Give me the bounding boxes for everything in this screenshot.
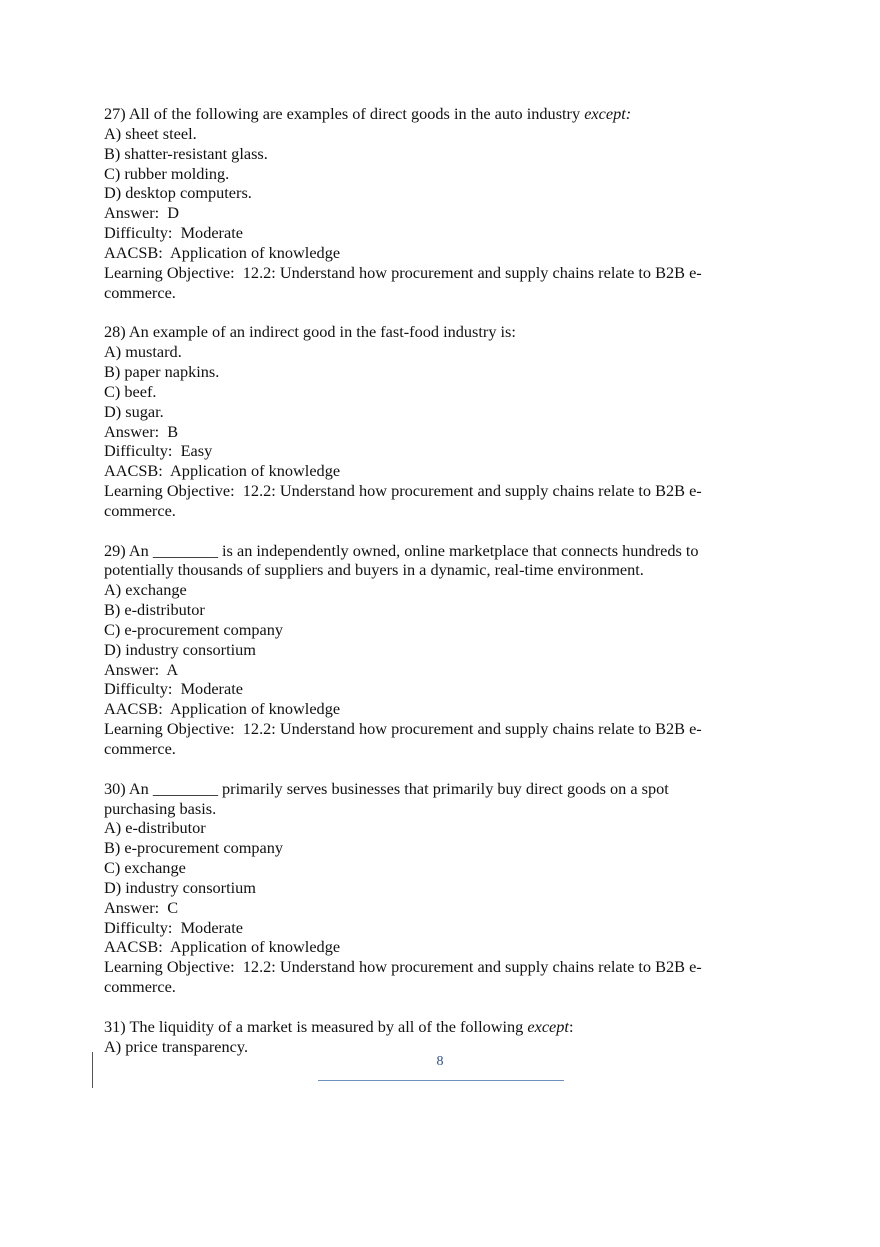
- footer-divider: [318, 1080, 564, 1081]
- question-stem: [104, 541, 744, 581]
- question-stem: [104, 322, 744, 342]
- difficulty: Difficulty: Moderate: [104, 223, 243, 243]
- option-d: D) industry consortium: [104, 877, 256, 897]
- option-b: B) shatter-resistant glass.: [104, 143, 268, 163]
- page-number: 8: [436, 1054, 444, 1069]
- option-d: D) sugar.: [104, 401, 164, 421]
- difficulty: Difficulty: Moderate: [104, 679, 243, 699]
- stem-text: 30) An ________ primarily serves businesses that primarily buy direct goods on a spot purchasing basis.: [104, 778, 673, 818]
- stem-suffix: :: [568, 1016, 574, 1036]
- option-a: A) exchange: [104, 580, 187, 600]
- learning-objective: Learning Objective: 12.2: Understand how procurement and supply chains relate to B2B e-commerce.: [104, 719, 702, 758]
- option-d: D) industry consortium: [104, 639, 256, 659]
- option-a: A) mustard.: [104, 342, 182, 362]
- option-d: D) desktop computers.: [104, 183, 252, 203]
- option-b: B) e-distributor: [104, 600, 205, 620]
- answer: Answer: C: [104, 897, 179, 917]
- aacsb: AACSB: Application of knowledge: [104, 242, 341, 262]
- option-c: C) exchange: [104, 858, 186, 878]
- question-stem: [104, 779, 744, 819]
- option-a: A) e-distributor: [104, 818, 206, 838]
- question-29: [104, 541, 744, 759]
- answer: Answer: B: [104, 421, 179, 441]
- option-b: B) paper napkins.: [104, 361, 220, 381]
- option-c: C) e-procurement company: [104, 619, 284, 639]
- aacsb: AACSB: Application of knowledge: [104, 461, 341, 481]
- difficulty: Difficulty: Moderate: [104, 917, 243, 937]
- option-b: B) e-procurement company: [104, 838, 284, 858]
- answer: Answer: D: [104, 203, 180, 223]
- question-28: [104, 322, 744, 520]
- question-27: [104, 104, 744, 302]
- stem-text: 31) The liquidity of a market is measured by all of the following: [104, 1016, 528, 1036]
- learning-objective: Learning Objective: 12.2: Understand how procurement and supply chains relate to B2B e-commerce.: [104, 262, 702, 302]
- stem-text: 29) An ________ is an independently owned, online marketplace that connects hundreds to potentially thousands of suppliers and buyers in a dynamic, real-time environment.: [104, 540, 703, 580]
- question-list: [104, 104, 744, 1057]
- answer: Answer: A: [104, 659, 179, 679]
- stem-emphasis: except:: [584, 104, 632, 123]
- difficulty: Difficulty: Easy: [104, 441, 213, 461]
- option-a: A) sheet steel.: [104, 123, 197, 143]
- question-stem: [104, 1017, 744, 1037]
- question-31: [104, 1017, 744, 1057]
- learning-objective: Learning Objective: 12.2: Understand how procurement and supply chains relate to B2B e-commerce.: [104, 481, 702, 520]
- option-a: A) price transparency.: [104, 1036, 249, 1056]
- stem-text: 28) An example of an indirect good in the fast-food industry is:: [104, 322, 516, 342]
- stem-emphasis: except: [527, 1016, 569, 1036]
- aacsb: AACSB: Application of knowledge: [104, 699, 341, 719]
- learning-objective: Learning Objective: 12.2: Understand how procurement and supply chains relate to B2B e-commerce.: [104, 957, 702, 997]
- aacsb: AACSB: Application of knowledge: [104, 937, 341, 957]
- question-stem: [104, 104, 744, 124]
- stem-text: 27) All of the following are examples of direct goods in the auto industry: [104, 104, 585, 123]
- question-30: [104, 779, 744, 997]
- option-c: C) beef.: [104, 381, 157, 401]
- option-c: C) rubber molding.: [104, 163, 230, 183]
